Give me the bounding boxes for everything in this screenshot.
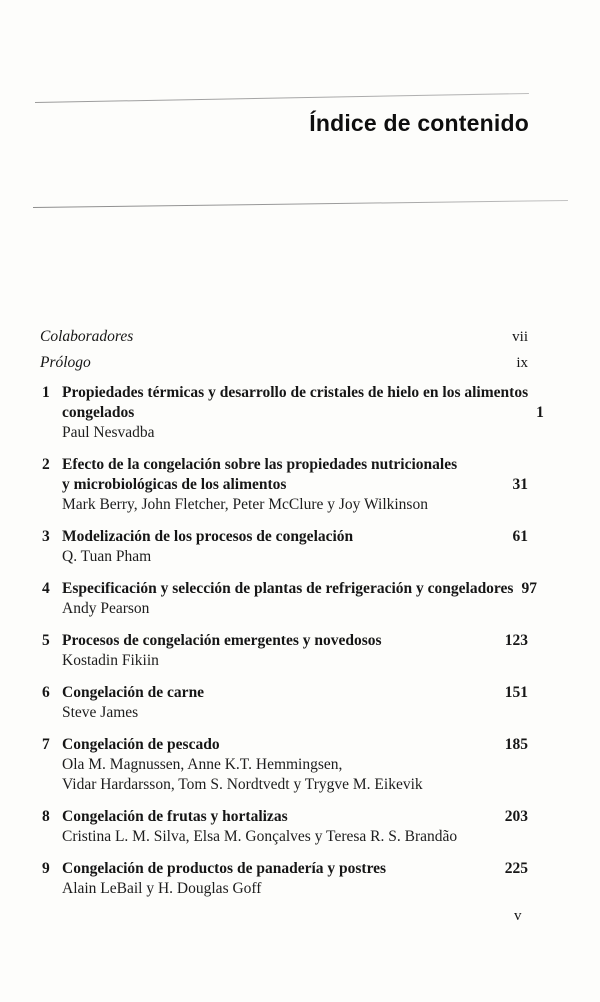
chapter-title-line: Congelación de carne bbox=[62, 684, 205, 701]
chapter-title-line: Modelización de los procesos de congelación bbox=[62, 528, 354, 545]
chapter-title bbox=[62, 735, 220, 755]
chapter-authors bbox=[62, 651, 528, 671]
chapter-number: 7 bbox=[42, 736, 50, 753]
chapter-authors bbox=[62, 827, 528, 847]
chapter-page: 151 bbox=[504, 684, 528, 701]
chapter-title-line: Congelación de productos de panadería y postres bbox=[62, 860, 387, 877]
chapter-number: 5 bbox=[42, 632, 50, 649]
chapter-entry bbox=[40, 579, 537, 619]
chapter-title bbox=[62, 631, 382, 651]
chapter-number: 6 bbox=[42, 684, 50, 701]
chapter-title bbox=[62, 579, 513, 599]
chapter-page: 1 bbox=[536, 404, 544, 421]
chapter-entry bbox=[40, 383, 544, 443]
chapter-entry bbox=[40, 455, 528, 515]
chapter-page: 123 bbox=[504, 632, 528, 649]
chapter-authors bbox=[62, 547, 528, 567]
chapter-heading bbox=[40, 859, 528, 879]
chapter-entry bbox=[40, 807, 528, 847]
chapter-page: 61 bbox=[512, 528, 528, 545]
chapter-authors bbox=[62, 703, 528, 723]
chapter-number: 1 bbox=[42, 384, 50, 401]
front-matter-label: Prólogo bbox=[40, 354, 91, 371]
chapter-number: 9 bbox=[42, 860, 50, 877]
chapter-title-line: Propiedades térmicas y desarrollo de cristales de hielo en los alimentos bbox=[62, 384, 529, 401]
chapter-author-line: Andy Pearson bbox=[62, 600, 150, 617]
chapter-author-line: Mark Berry, John Fletcher, Peter McClure y Joy Wilkinson bbox=[62, 496, 428, 513]
front-matter-page: vii bbox=[512, 329, 528, 345]
chapter-number: 2 bbox=[42, 456, 50, 473]
chapter-author-line: Vidar Hardarsson, Tom S. Nordtvedt y Trygve M. Eikevik bbox=[62, 776, 423, 793]
toc-list bbox=[40, 327, 544, 911]
chapter-list bbox=[40, 383, 544, 899]
chapter-entry bbox=[40, 527, 528, 567]
chapter-author-line: Cristina L. M. Silva, Elsa M. Gonçalves y Teresa R. S. Brandão bbox=[62, 828, 458, 845]
chapter-entry bbox=[40, 683, 528, 723]
chapter-heading bbox=[40, 383, 544, 423]
chapter-title bbox=[62, 859, 386, 879]
chapter-heading bbox=[40, 735, 528, 755]
page-title: Índice de contenido bbox=[309, 110, 529, 136]
chapter-author-line: Kostadin Fikiin bbox=[62, 652, 159, 669]
front-matter-row bbox=[40, 353, 528, 373]
chapter-page: 185 bbox=[504, 736, 528, 753]
chapter-heading bbox=[40, 455, 528, 495]
chapter-title-line: Efecto de la congelación sobre las propiedades nutricionales bbox=[62, 456, 458, 473]
front-matter-row bbox=[40, 327, 528, 347]
chapter-author-line: Steve James bbox=[62, 704, 139, 721]
chapter-page: 225 bbox=[504, 860, 528, 877]
chapter-number: 3 bbox=[42, 528, 50, 545]
chapter-entry bbox=[40, 859, 528, 899]
chapter-page: 31 bbox=[512, 476, 528, 493]
top-rule bbox=[35, 93, 529, 103]
page-number: v bbox=[514, 908, 522, 924]
chapter-title-line: Procesos de congelación emergentes y novedosos bbox=[62, 632, 382, 649]
chapter-authors bbox=[62, 879, 528, 899]
chapter-heading bbox=[40, 527, 528, 547]
chapter-author-line: Alain LeBail y H. Douglas Goff bbox=[62, 880, 262, 897]
chapter-title bbox=[62, 683, 204, 703]
title-rule bbox=[33, 200, 568, 208]
chapter-entry bbox=[40, 631, 528, 671]
chapter-authors bbox=[62, 755, 528, 795]
chapter-entry bbox=[40, 735, 528, 795]
front-matter-label: Colaboradores bbox=[40, 328, 134, 345]
chapter-title bbox=[62, 455, 457, 495]
chapter-title-line: Congelación de frutas y hortalizas bbox=[62, 808, 288, 825]
chapter-title-line: Especificación y selección de plantas de refrigeración y congeladores bbox=[62, 580, 514, 597]
chapter-title bbox=[62, 527, 353, 547]
chapter-title bbox=[62, 807, 288, 827]
chapter-heading bbox=[40, 631, 528, 651]
chapter-authors bbox=[62, 599, 528, 619]
chapter-authors bbox=[62, 495, 528, 515]
front-matter-list bbox=[40, 327, 528, 373]
chapter-title-line: Congelación de pescado bbox=[62, 736, 220, 753]
chapter-heading bbox=[40, 683, 528, 703]
chapter-authors bbox=[62, 423, 528, 443]
chapter-page: 203 bbox=[504, 808, 528, 825]
chapter-number: 4 bbox=[42, 580, 50, 597]
chapter-title bbox=[62, 383, 528, 423]
chapter-author-line: Q. Tuan Pham bbox=[62, 548, 152, 565]
chapter-page: 97 bbox=[521, 580, 537, 597]
chapter-author-line: Paul Nesvadba bbox=[62, 424, 155, 441]
front-matter-page: ix bbox=[516, 355, 528, 371]
chapter-title-line: y microbiológicas de los alimentos bbox=[62, 476, 287, 493]
chapter-number: 8 bbox=[42, 808, 50, 825]
chapter-heading bbox=[40, 807, 528, 827]
chapter-author-line: Ola M. Magnussen, Anne K.T. Hemmingsen, bbox=[62, 756, 343, 773]
chapter-heading bbox=[40, 579, 537, 599]
chapter-title-line: congelados bbox=[62, 404, 135, 421]
